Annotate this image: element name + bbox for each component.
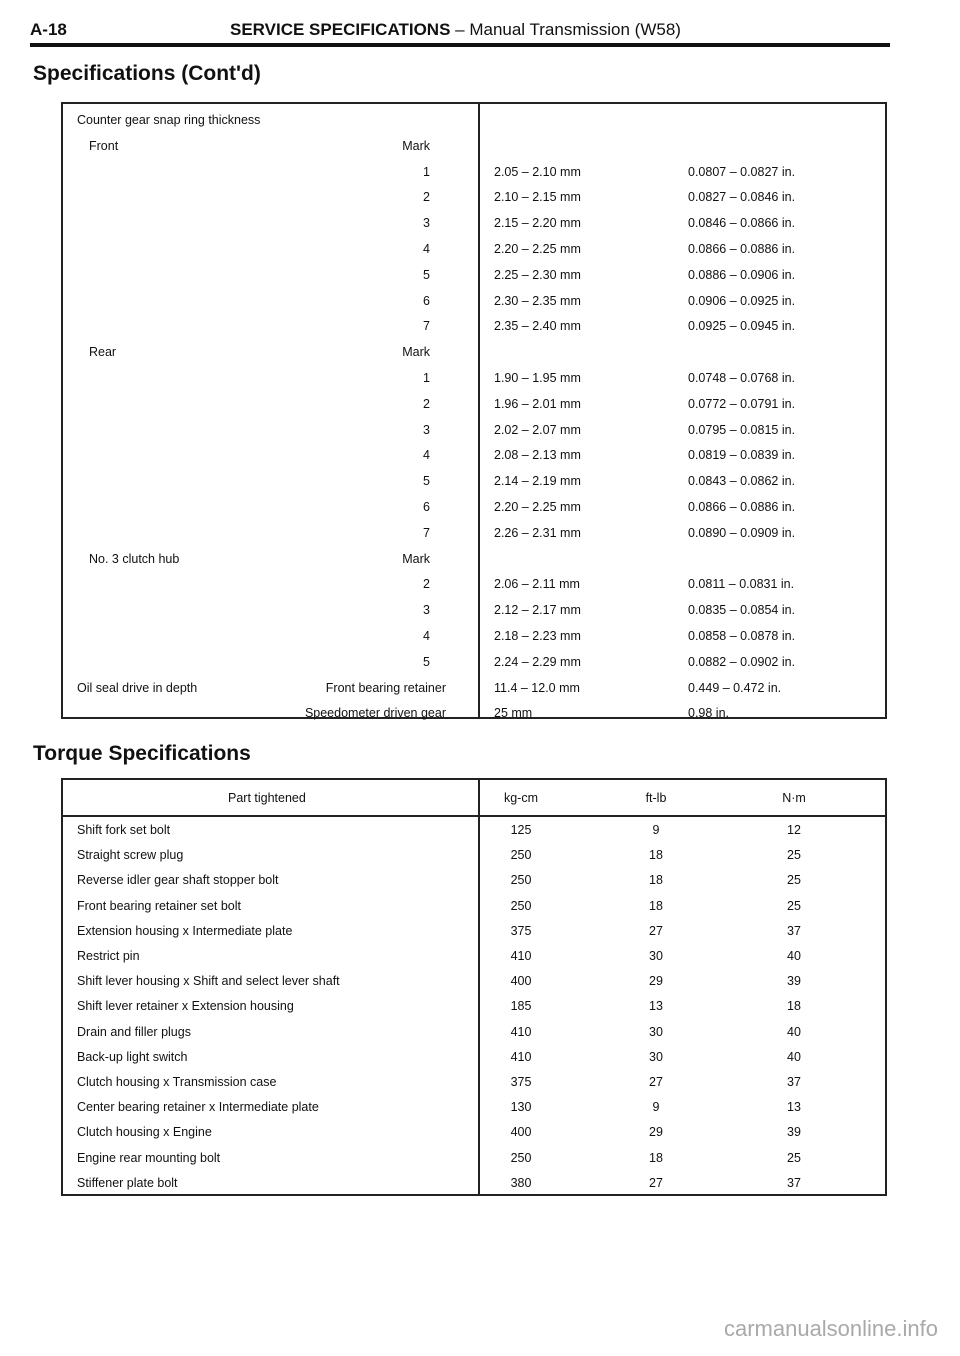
front-mm: 2.10 – 2.15 mm	[494, 190, 581, 205]
front-in: 0.0807 – 0.0827 in.	[688, 164, 796, 179]
torque-row-ftlb: 29	[649, 974, 663, 989]
oil-seal-mm: 11.4 – 12.0 mm	[494, 680, 580, 695]
front-mm: 2.30 – 2.35 mm	[494, 293, 581, 308]
torque-row-part: Back-up light switch	[77, 1049, 188, 1064]
clutch-hub-mark: 2	[423, 577, 430, 592]
front-mark: 5	[423, 267, 430, 282]
spec-table-divider	[478, 102, 480, 719]
counter-gear-label: Counter gear snap ring thickness	[77, 113, 261, 127]
watermark: carmanualsonline.info	[723, 1316, 938, 1341]
front-mark: 3	[423, 216, 430, 231]
torque-row-kgcm: 410	[510, 1049, 532, 1064]
header-title-bold: SERVICE SPECIFICATIONS	[230, 20, 451, 39]
header-rule	[30, 43, 890, 47]
oil-seal-part: Speedometer driven gear	[304, 706, 446, 721]
torque-row-nm: 25	[787, 848, 801, 863]
rear-label: Rear	[89, 345, 117, 360]
front-mm: 2.35 – 2.40 mm	[494, 319, 581, 334]
torque-row-ftlb: 27	[649, 1075, 663, 1089]
torque-row-nm: 37	[787, 1075, 801, 1089]
oil-seal-mm: 25 mm	[494, 706, 533, 721]
torque-row-ftlb: 30	[649, 949, 663, 963]
clutch-hub-mark: 3	[423, 603, 430, 618]
torque-row-nm: 13	[787, 1100, 801, 1115]
oil-seal-part: Front bearing retainer	[325, 680, 446, 695]
page-number: A-18	[30, 20, 67, 39]
torque-row-kgcm: 185	[510, 999, 532, 1014]
torque-row-ftlb: 9	[652, 1100, 660, 1115]
front-in: 0.0846 – 0.0866 in.	[688, 216, 796, 231]
front-mm: 2.25 – 2.30 mm	[494, 267, 581, 282]
torque-row-part: Shift fork set bolt	[77, 823, 171, 837]
torque-row-part: Clutch housing x Transmission case	[77, 1075, 277, 1089]
rear-mark: 5	[423, 474, 430, 489]
torque-row-part: Shift lever retainer x Extension housing	[77, 999, 294, 1014]
torque-row-part: Center bearing retainer x Intermediate plate	[77, 1100, 319, 1115]
torque-section-title: Torque Specifications	[33, 742, 251, 765]
torque-row-nm: 25	[787, 873, 801, 888]
rear-in: 0.0866 – 0.0886 in.	[688, 500, 796, 514]
torque-row-kgcm: 250	[510, 848, 532, 863]
torque-row-kgcm: 130	[510, 1100, 532, 1115]
rear-mm: 2.26 – 2.31 mm	[494, 525, 581, 540]
torque-row-part: Reverse idler gear shaft stopper bolt	[77, 873, 279, 888]
front-in: 0.0827 – 0.0846 in.	[688, 190, 796, 205]
torque-row-part: Clutch housing x Engine	[77, 1125, 212, 1140]
torque-row-ftlb: 18	[649, 1150, 663, 1165]
oil-seal-in: 0.98 in.	[688, 706, 730, 721]
front-mark: 4	[423, 242, 430, 256]
torque-row-kgcm: 375	[510, 1075, 532, 1089]
oil-seal-label: Oil seal drive in depth	[77, 680, 198, 695]
clutch-hub-in: 0.0882 – 0.0902 in.	[688, 654, 796, 669]
torque-row-kgcm: 410	[510, 1024, 532, 1039]
rear-in: 0.0795 – 0.0815 in.	[688, 422, 796, 437]
clutch-hub-mark: 5	[423, 654, 430, 669]
front-mark: 2	[423, 190, 430, 205]
torque-row-ftlb: 18	[649, 898, 663, 913]
rear-mark: 3	[423, 422, 430, 437]
clutch-hub-in: 0.0835 – 0.0854 in.	[688, 603, 796, 618]
torque-row-kgcm: 250	[510, 873, 532, 888]
torque-row-nm: 40	[787, 949, 801, 963]
torque-header-kgcm: kg-cm	[503, 791, 539, 805]
front-mark: 6	[423, 293, 430, 308]
torque-header-part: Part tightened	[228, 791, 306, 805]
page-header	[30, 20, 890, 42]
torque-row-kgcm: 250	[510, 1150, 532, 1165]
torque-row-part: Extension housing x Intermediate plate	[77, 923, 293, 938]
torque-row-nm: 39	[787, 1125, 801, 1140]
torque-row-ftlb: 13	[649, 999, 663, 1014]
torque-table-divider	[478, 778, 480, 1196]
rear-mm: 2.14 – 2.19 mm	[494, 474, 581, 489]
torque-row-kgcm: 380	[510, 1175, 532, 1190]
torque-header-nm: N·m	[782, 791, 806, 805]
rear-in: 0.0819 – 0.0839 in.	[688, 448, 796, 463]
rear-in: 0.0890 – 0.0909 in.	[688, 525, 796, 540]
oil-seal-in: 0.449 – 0.472 in.	[688, 680, 782, 695]
torque-row-nm: 25	[787, 1150, 801, 1165]
header-title	[230, 20, 681, 40]
front-in: 0.0925 – 0.0945 in.	[688, 319, 796, 334]
torque-row-nm: 12	[787, 823, 801, 837]
torque-row-kgcm: 400	[510, 1125, 532, 1140]
torque-row-part: Drain and filler plugs	[77, 1024, 191, 1039]
front-mark-header: Mark	[402, 138, 430, 153]
rear-mm: 2.02 – 2.07 mm	[494, 422, 581, 437]
clutch-hub-mark-header: Mark	[402, 551, 430, 566]
rear-mark: 7	[423, 525, 430, 540]
torque-row-ftlb: 18	[649, 848, 663, 863]
clutch-hub-mm: 2.24 – 2.29 mm	[494, 654, 581, 669]
torque-row-nm: 37	[787, 1175, 801, 1190]
rear-in: 0.0748 – 0.0768 in.	[688, 371, 796, 385]
torque-row-kgcm: 250	[510, 898, 532, 913]
rear-mark: 2	[423, 396, 430, 411]
front-in: 0.0866 – 0.0886 in.	[688, 242, 796, 256]
rear-in: 0.0843 – 0.0862 in.	[688, 474, 796, 489]
torque-row-nm: 37	[787, 923, 801, 938]
torque-row-nm: 40	[787, 1049, 801, 1064]
torque-row-ftlb: 18	[649, 873, 663, 888]
torque-row-ftlb: 9	[652, 823, 660, 837]
clutch-hub-mark: 4	[423, 629, 430, 643]
torque-row-nm: 25	[787, 898, 801, 913]
torque-row-part: Straight screw plug	[77, 848, 184, 863]
torque-row-kgcm: 410	[510, 949, 532, 963]
torque-row-ftlb: 29	[649, 1125, 663, 1140]
torque-header-rule	[61, 815, 887, 817]
clutch-hub-in: 0.0811 – 0.0831 in.	[688, 577, 795, 592]
torque-row-part: Front bearing retainer set bolt	[77, 898, 241, 913]
torque-row-ftlb: 27	[649, 1175, 663, 1190]
rear-mark: 6	[423, 500, 430, 514]
clutch-hub-label: No. 3 clutch hub	[89, 551, 180, 566]
front-mm: 2.20 – 2.25 mm	[494, 242, 581, 256]
rear-mark: 1	[423, 371, 430, 385]
torque-row-nm: 39	[787, 974, 801, 989]
torque-row-nm: 18	[787, 999, 801, 1014]
spec-section-title: Specifications (Cont'd)	[33, 62, 261, 85]
front-mark: 1	[423, 164, 430, 179]
rear-mm: 1.96 – 2.01 mm	[494, 396, 581, 411]
torque-row-part: Shift lever housing x Shift and select lever shaft	[77, 974, 340, 989]
torque-row-kgcm: 375	[510, 923, 532, 938]
torque-row-part: Engine rear mounting bolt	[77, 1150, 221, 1165]
torque-row-nm: 40	[787, 1024, 801, 1039]
clutch-hub-mm: 2.18 – 2.23 mm	[494, 629, 581, 643]
front-label: Front	[89, 138, 119, 153]
torque-row-ftlb: 27	[649, 923, 663, 938]
front-mark: 7	[423, 319, 430, 334]
clutch-hub-mm: 2.06 – 2.11 mm	[494, 577, 580, 592]
header-title-rest: – Manual Transmission (W58)	[450, 20, 681, 39]
front-mm: 2.05 – 2.10 mm	[494, 164, 581, 179]
torque-header-ftlb: ft-lb	[645, 791, 667, 805]
rear-in: 0.0772 – 0.0791 in.	[688, 396, 796, 411]
torque-row-kgcm: 125	[510, 823, 532, 837]
rear-mark: 4	[423, 448, 430, 463]
front-mm: 2.15 – 2.20 mm	[494, 216, 581, 231]
torque-row-part: Restrict pin	[77, 949, 140, 963]
torque-row-part: Stiffener plate bolt	[77, 1175, 178, 1190]
front-in: 0.0886 – 0.0906 in.	[688, 267, 796, 282]
torque-row-ftlb: 30	[649, 1024, 663, 1039]
clutch-hub-mm: 2.12 – 2.17 mm	[494, 603, 581, 618]
rear-mm: 2.20 – 2.25 mm	[494, 500, 581, 514]
rear-mark-header: Mark	[402, 345, 430, 360]
torque-row-kgcm: 400	[510, 974, 532, 989]
torque-row-ftlb: 30	[649, 1049, 663, 1064]
rear-mm: 1.90 – 1.95 mm	[494, 371, 581, 385]
rear-mm: 2.08 – 2.13 mm	[494, 448, 581, 463]
clutch-hub-in: 0.0858 – 0.0878 in.	[688, 629, 796, 643]
front-in: 0.0906 – 0.0925 in.	[688, 293, 796, 308]
